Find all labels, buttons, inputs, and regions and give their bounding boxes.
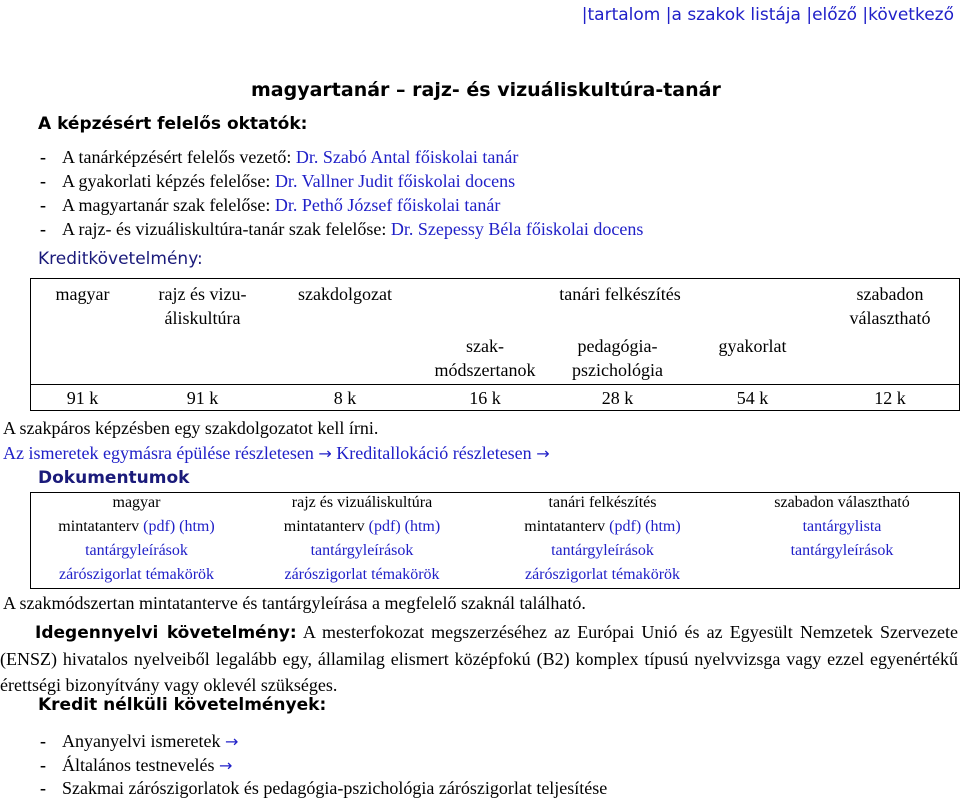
details-links <box>3 443 550 464</box>
course-list-link[interactable]: tantárgylista <box>802 518 882 535</box>
credit-value: 12 k <box>874 388 906 408</box>
arrow-right-icon[interactable]: → <box>224 732 239 751</box>
table-row: mintatanterv (pdf) (htm) mintatanterv (pdf) (htm) mintatanterv (pdf) (htm) tantárgylista <box>58 518 882 535</box>
course-descriptions-link[interactable]: tantárgyleírások <box>790 542 894 559</box>
nocredit-heading: Kredit nélküli követelmények: <box>38 695 327 715</box>
arrow-right-icon[interactable]: → <box>218 756 233 775</box>
nav-contents-link[interactable]: tartalom <box>587 5 661 25</box>
documents-heading: Dokumentumok <box>38 468 190 488</box>
pdf-link[interactable]: (pdf) <box>368 518 401 535</box>
nav-next-link[interactable]: következő <box>868 5 954 25</box>
credits-sub-pedagogia: pedagógia- pszichológia <box>572 336 663 381</box>
htm-link[interactable]: (htm) <box>404 518 441 535</box>
language-heading: Idegennyelvi követelmény: <box>35 623 297 643</box>
credit-value: 16 k <box>469 388 501 408</box>
staff-link[interactable]: Dr. Pethő József főiskolai tanár <box>274 195 501 215</box>
credits-heading: Kreditkövetelmény: <box>38 249 203 269</box>
thesis-note: A szakpáros képzésben egy szakdolgozatot kell írni. <box>3 418 379 438</box>
credits-sub-szakmodszertan: szak- módszertanok <box>434 336 536 381</box>
credit-value: 91 k <box>186 388 219 408</box>
credit-value: 54 k <box>736 388 769 408</box>
methodology-note: A szakmódszertan mintatanterve és tantárgyleírása a megfelelő szaknál található. <box>3 593 586 613</box>
staff-link[interactable]: Dr. Szepessy Béla főiskolai docens <box>390 219 644 239</box>
credit-value: 8 k <box>333 388 357 408</box>
knowledge-structure-link[interactable]: Az ismeretek egymásra épülése részletesen <box>3 443 314 463</box>
credits-col-tanari: tanári felkészítés <box>559 284 681 304</box>
staff-link[interactable]: Dr. Szabó Antal főiskolai tanár <box>295 147 519 167</box>
credits-col-szabadon: szabadon választható <box>849 284 931 329</box>
staff-item: - A gyakorlati képzés felelőse: Dr. Vallner Judit főiskolai docens <box>40 171 516 191</box>
table-row <box>30 492 960 516</box>
course-descriptions-link[interactable]: tantárgyleírások <box>85 542 188 559</box>
final-exam-topics-link[interactable]: zárószigorlat témakörök <box>284 566 440 583</box>
pdf-link[interactable]: (pdf) <box>609 518 642 535</box>
doc-col-header: magyar <box>112 494 161 511</box>
doc-col-header: szabadon választható <box>774 494 910 511</box>
htm-link[interactable]: (htm) <box>645 518 681 535</box>
nav-previous-link[interactable]: előző <box>812 5 857 25</box>
language-requirement: Idegennyelvi követelmény: A mesterfokozat megszerzéséhez az Európai Unió és az Egyesült Nemzetek Szervezete (ENSZ) hivatalos nyelveiből legalább egy, államilag elismert középfokú (B2) komplex típusú nyelvvizsga vagy ezzel egyenértékű érettségi bizonyítvány vagy oklevél szükséges. <box>0 622 958 695</box>
htm-link[interactable]: (htm) <box>179 518 215 535</box>
credit-allocation-link[interactable]: Kreditallokáció részletesen <box>336 443 532 463</box>
credits-sub-gyakorlat: gyakorlat <box>718 336 787 356</box>
arrow-right-icon: → <box>318 444 332 463</box>
final-exam-topics-link[interactable]: zárószigorlat témakörök <box>524 566 681 583</box>
nocredit-item: - Szakmai zárószigorlatok és pedagógia-pszichológia zárószigorlat teljesítése <box>40 778 608 798</box>
nav-program-list-link[interactable]: a szakok listája <box>671 5 801 25</box>
final-exam-topics-link[interactable]: zárószigorlat témakörök <box>58 566 215 583</box>
staff-item: - A rajz- és vizuáliskultúra-tanár szak felelőse: Dr. Szepessy Béla főiskolai docens <box>40 219 644 239</box>
nocredit-item: - Anyanyelvi ismeretek → <box>40 731 239 751</box>
credit-value: 28 k <box>601 388 634 408</box>
top-navigation: |tartalom |a szakok listája |előző |következő <box>581 5 954 25</box>
credit-value: 91 k <box>66 388 99 408</box>
staff-item: - A tanárképzésért felelős vezető: Dr. Szabó Antal főiskolai tanár <box>40 147 519 167</box>
nocredit-item: - Általános testnevelés → <box>40 755 233 775</box>
doc-col-header: rajz és vizuáliskultúra <box>291 494 433 511</box>
course-descriptions-link[interactable]: tantárgyleírások <box>310 542 414 559</box>
page-title: magyartanár – rajz- és vizuáliskultúra-tanár <box>251 79 721 101</box>
table-row <box>30 540 960 564</box>
staff-heading: A képzésért felelős oktatók: <box>38 114 308 134</box>
credits-col-rajz: rajz és vizu- áliskultúra <box>158 284 247 329</box>
course-descriptions-link[interactable]: tantárgyleírások <box>551 542 654 559</box>
arrow-right-icon: → <box>536 444 550 463</box>
table-row <box>30 564 960 588</box>
staff-link[interactable]: Dr. Vallner Judit főiskolai docens <box>274 171 516 191</box>
pdf-link[interactable]: (pdf) <box>143 518 176 535</box>
credits-col-szakdolgozat: szakdolgozat <box>298 284 392 304</box>
credits-col-magyar: magyar <box>55 284 110 304</box>
staff-item: - A magyartanár szak felelőse: Dr. Pethő József főiskolai tanár <box>40 195 501 215</box>
doc-col-header: tanári felkészítés <box>548 494 657 511</box>
